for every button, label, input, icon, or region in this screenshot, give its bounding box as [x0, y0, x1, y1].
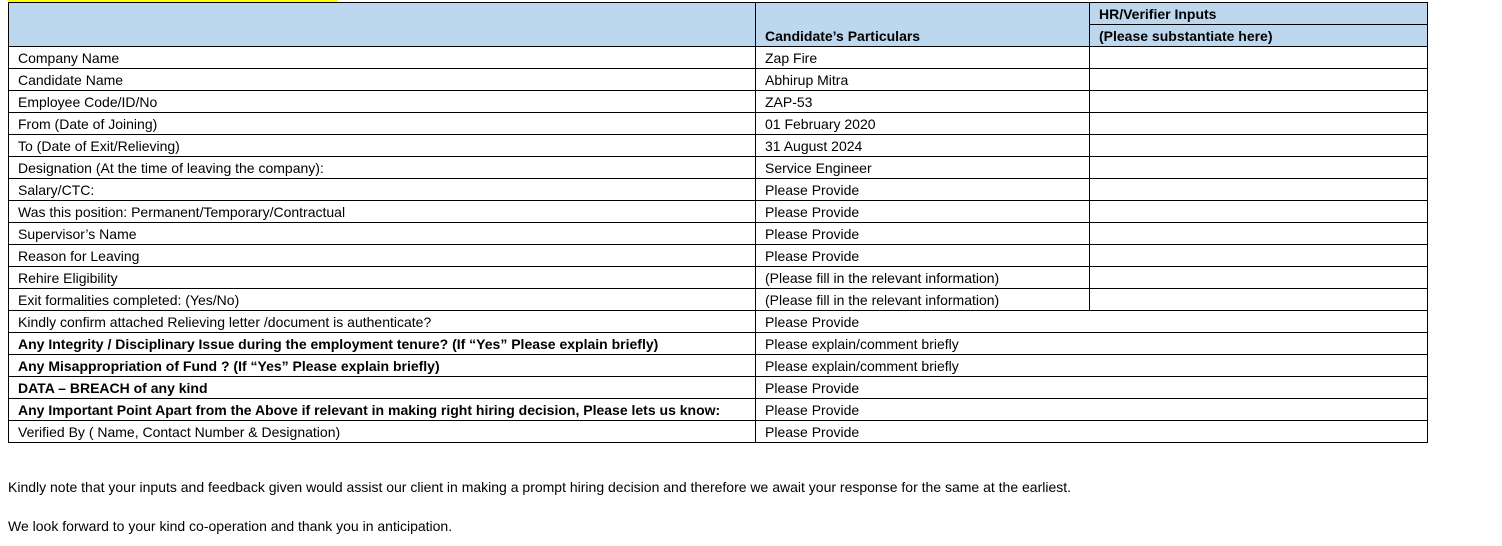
- verifier-input-cell[interactable]: [1090, 179, 1428, 201]
- field-label: Supervisor’s Name: [9, 223, 756, 245]
- candidate-value[interactable]: ZAP-53: [756, 91, 1090, 113]
- field-label: To (Date of Exit/Relieving): [9, 135, 756, 157]
- header-row-bottom: [9, 25, 1428, 47]
- candidate-value[interactable]: Service Engineer: [756, 157, 1090, 179]
- table-row: [9, 201, 1428, 223]
- verifier-input-cell[interactable]: [1090, 47, 1428, 69]
- field-label: Employee Code/ID/No: [9, 91, 756, 113]
- verifier-input-cell[interactable]: [1090, 267, 1428, 289]
- table-row: [9, 223, 1428, 245]
- verifier-input-cell[interactable]: [1090, 113, 1428, 135]
- header-label-cell-bottom: [9, 25, 756, 47]
- header-verifier-subtitle: (Please substantiate here): [1090, 25, 1428, 47]
- candidate-value[interactable]: Please Provide: [756, 223, 1090, 245]
- table-row: [9, 289, 1428, 311]
- table-row: [9, 245, 1428, 267]
- candidate-value[interactable]: (Please fill in the relevant information): [756, 267, 1090, 289]
- table-row: [9, 311, 1428, 333]
- field-label: Designation (At the time of leaving the company):: [9, 157, 756, 179]
- field-label: Rehire Eligibility: [9, 267, 756, 289]
- field-label: Verified By ( Name, Contact Number & Designation): [9, 421, 756, 443]
- field-label: Candidate Name: [9, 69, 756, 91]
- header-verifier-title: HR/Verifier Inputs: [1090, 3, 1428, 25]
- field-label: Company Name: [9, 47, 756, 69]
- candidate-value[interactable]: Please Provide: [756, 201, 1090, 223]
- verifier-input-cell[interactable]: [1090, 245, 1428, 267]
- table-row: [9, 135, 1428, 157]
- candidate-value[interactable]: Please explain/comment briefly: [756, 333, 1428, 355]
- candidate-value[interactable]: Abhirup Mitra: [756, 69, 1090, 91]
- candidate-value[interactable]: Please Provide: [756, 179, 1090, 201]
- candidate-value[interactable]: (Please fill in the relevant information): [756, 289, 1090, 311]
- thank-you-note: We look forward to your kind co-operation and thank you in anticipation.: [8, 518, 453, 534]
- table-row: [9, 157, 1428, 179]
- field-label: Any Misappropriation of Fund ? (If “Yes” Please explain briefly): [9, 355, 756, 377]
- candidate-value[interactable]: Please Provide: [756, 421, 1428, 443]
- field-label: Salary/CTC:: [9, 179, 756, 201]
- field-label: Any Integrity / Disciplinary Issue during the employment tenure? (If “Yes” Please explain briefly): [9, 333, 756, 355]
- header-row-top: [9, 3, 1428, 25]
- header-candidate-cell-top: [756, 3, 1090, 25]
- candidate-value[interactable]: Please Provide: [756, 245, 1090, 267]
- candidate-value[interactable]: Please Provide: [756, 377, 1428, 399]
- field-label: Was this position: Permanent/Temporary/Contractual: [9, 201, 756, 223]
- field-label: Reason for Leaving: [9, 245, 756, 267]
- field-label: DATA – BREACH of any kind: [9, 377, 756, 399]
- verifier-input-cell[interactable]: [1090, 91, 1428, 113]
- verifier-input-cell[interactable]: [1090, 157, 1428, 179]
- candidate-value[interactable]: Zap Fire: [756, 47, 1090, 69]
- verifier-input-cell[interactable]: [1090, 201, 1428, 223]
- table-row: [9, 267, 1428, 289]
- verifier-input-cell[interactable]: [1090, 69, 1428, 91]
- candidate-value[interactable]: Please Provide: [756, 311, 1428, 333]
- closing-note: Kindly note that your inputs and feedback given would assist our client in making a prompt hiring decision and therefore we await your response for the same at the earliest.: [8, 479, 1072, 495]
- field-label: Exit formalities completed: (Yes/No): [9, 289, 756, 311]
- verifier-input-cell[interactable]: [1090, 289, 1428, 311]
- table-row: [9, 91, 1428, 113]
- table-row: [9, 179, 1428, 201]
- table-row: [9, 47, 1428, 69]
- candidate-value[interactable]: Please Provide: [756, 399, 1428, 421]
- table-row: [9, 69, 1428, 91]
- candidate-value[interactable]: 31 August 2024: [756, 135, 1090, 157]
- table-row: [9, 421, 1428, 443]
- verifier-input-cell[interactable]: [1090, 135, 1428, 157]
- field-label: Any Important Point Apart from the Above if relevant in making right hiring decision, Please lets us know:: [9, 399, 756, 421]
- candidate-value[interactable]: Please explain/comment briefly: [756, 355, 1428, 377]
- field-label: Kindly confirm attached Relieving letter /document is authenticate?: [9, 311, 756, 333]
- verification-form-table: [8, 2, 1428, 443]
- header-candidate-particulars: Candidate’s Particulars: [756, 25, 1090, 47]
- header-label-cell: [9, 3, 756, 25]
- table-row: [9, 113, 1428, 135]
- table-row: [9, 377, 1428, 399]
- table-row: [9, 333, 1428, 355]
- verifier-input-cell[interactable]: [1090, 223, 1428, 245]
- table-row: [9, 355, 1428, 377]
- table-row: [9, 399, 1428, 421]
- candidate-value[interactable]: 01 February 2020: [756, 113, 1090, 135]
- field-label: From (Date of Joining): [9, 113, 756, 135]
